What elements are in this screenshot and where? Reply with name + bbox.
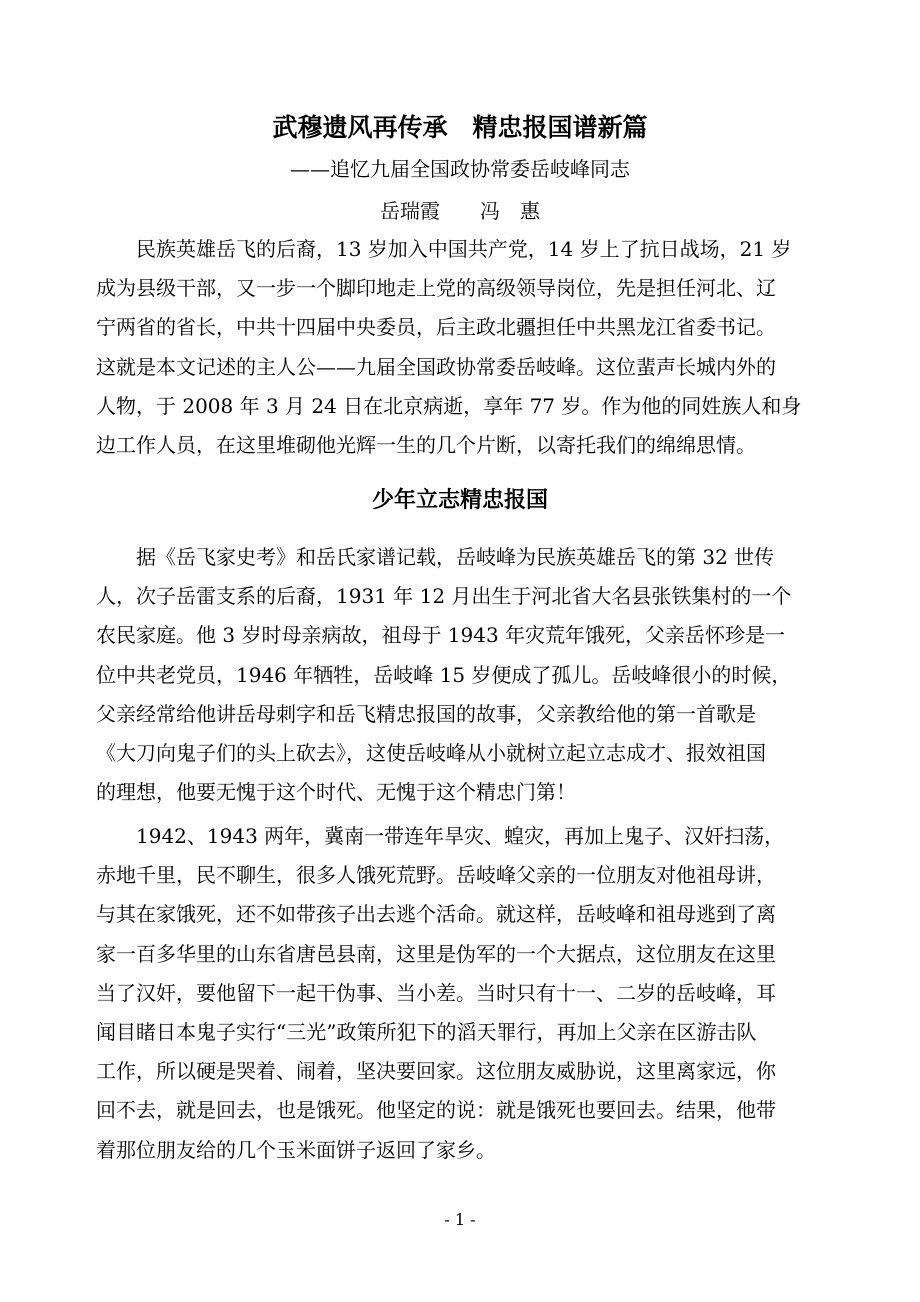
paragraph-line: 位中共老党员，1946 年牺牲，岳岐峰 15 岁便成了孤儿。岳岐峰很小的时候， (96, 662, 792, 687)
paragraph-line: 父亲经常给他讲岳母刺字和岳飞精忠报国的故事，父亲教给他的第一首歌是 (96, 701, 756, 726)
paragraph-line: 《大刀向鬼子们的头上砍去》，这使岳岐峰从小就树立起立志成才、报效祖国 (96, 740, 766, 765)
paragraph-line: 1942、1943 两年，冀南一带连年旱灾、蝗灾，再加上鬼子、汉奸扫荡， (136, 824, 785, 848)
article-subtitle: ——追忆九届全国政协常委岳岐峰同志 (290, 157, 630, 181)
paragraph-line: 民族英雄岳飞的后裔，13 岁加入中国共产党，14 岁上了抗日战场，21 岁 (136, 237, 792, 261)
section-heading: 少年立志精忠报国 (371, 487, 548, 513)
section-paragraph-2 (96, 817, 828, 1170)
paragraph-line: 边工作人员，在这里堆砌他光辉一生的几个片断，以寄托我们的绵绵思情。 (96, 432, 756, 457)
paragraph-line: 赤地千里，民不聊生，很多人饿死荒野。岳岐峰父亲的一位朋友对他祖母讲， (96, 863, 776, 888)
paragraph-line: 据《岳飞家史考》和岳氏家谱记载，岳岐峰为民族英雄岳飞的第 32 世传 (136, 545, 775, 569)
paragraph-line: 着那位朋友给的几个玉米面饼子返回了家乡。 (96, 1137, 496, 1162)
section-paragraph-1 (96, 538, 828, 812)
paragraph-line: 与其在家饿死，还不如带孩子出去逃个活命。就这样，岳岐峰和祖母逃到了离 (96, 902, 776, 927)
paragraph-line: 当了汉奸，要他留下一起干伪事、当小差。当时只有十一、二岁的岳岐峰，耳 (96, 980, 776, 1005)
article-authors: 岳瑞霞 冯 惠 (380, 199, 540, 223)
paragraph-line: 工作，所以硬是哭着、闹着，坚决要回家。这位朋友威胁说，这里离家远，你 (96, 1059, 776, 1084)
paragraph-line: 宁两省的省长，中共十四届中央委员，后主政北疆担任中共黑龙江省委书记。 (96, 315, 776, 340)
page-number: - 1 - (444, 1210, 476, 1229)
paragraph-line: 回不去，就是回去，也是饿死。他坚定的说：就是饿死也要回去。结果，他带 (96, 1098, 776, 1123)
paragraph-line: 的理想，他要无愧于这个时代、无愧于这个精忠门第！ (96, 780, 576, 805)
paragraph-line: 农民家庭。他 3 岁时母亲病故，祖母于 1943 年灾荒年饿死，父亲岳怀珍是一 (96, 623, 786, 648)
paragraph-line: 这就是本文记述的主人公——九届全国政协常委岳岐峰。这位蜚声长城内外的 (96, 354, 776, 379)
article-title: 武穆遗风再传承 精忠报国谱新篇 (272, 113, 648, 142)
intro-paragraph (96, 230, 828, 465)
paragraph-line: 家一百多华里的山东省唐邑县南，这里是伪军的一个大据点，这位朋友在这里 (96, 941, 776, 966)
paragraph-line: 人，次子岳雷支系的后裔，1931 年 12 月出生于河北省大名县张铁集村的一个 (96, 584, 792, 609)
paragraph-line: 闻目睹日本鬼子实行“三光”政策所犯下的滔天罪行，再加上父亲在区游击队 (96, 1019, 757, 1044)
paragraph-line: 成为县级干部，又一步一个脚印地走上党的高级领导岗位，先是担任河北、辽 (96, 276, 776, 301)
paragraph-line: 人物，于 2008 年 3 月 24 日在北京病逝，享年 77 岁。作为他的同姓族人和身 (96, 393, 802, 418)
